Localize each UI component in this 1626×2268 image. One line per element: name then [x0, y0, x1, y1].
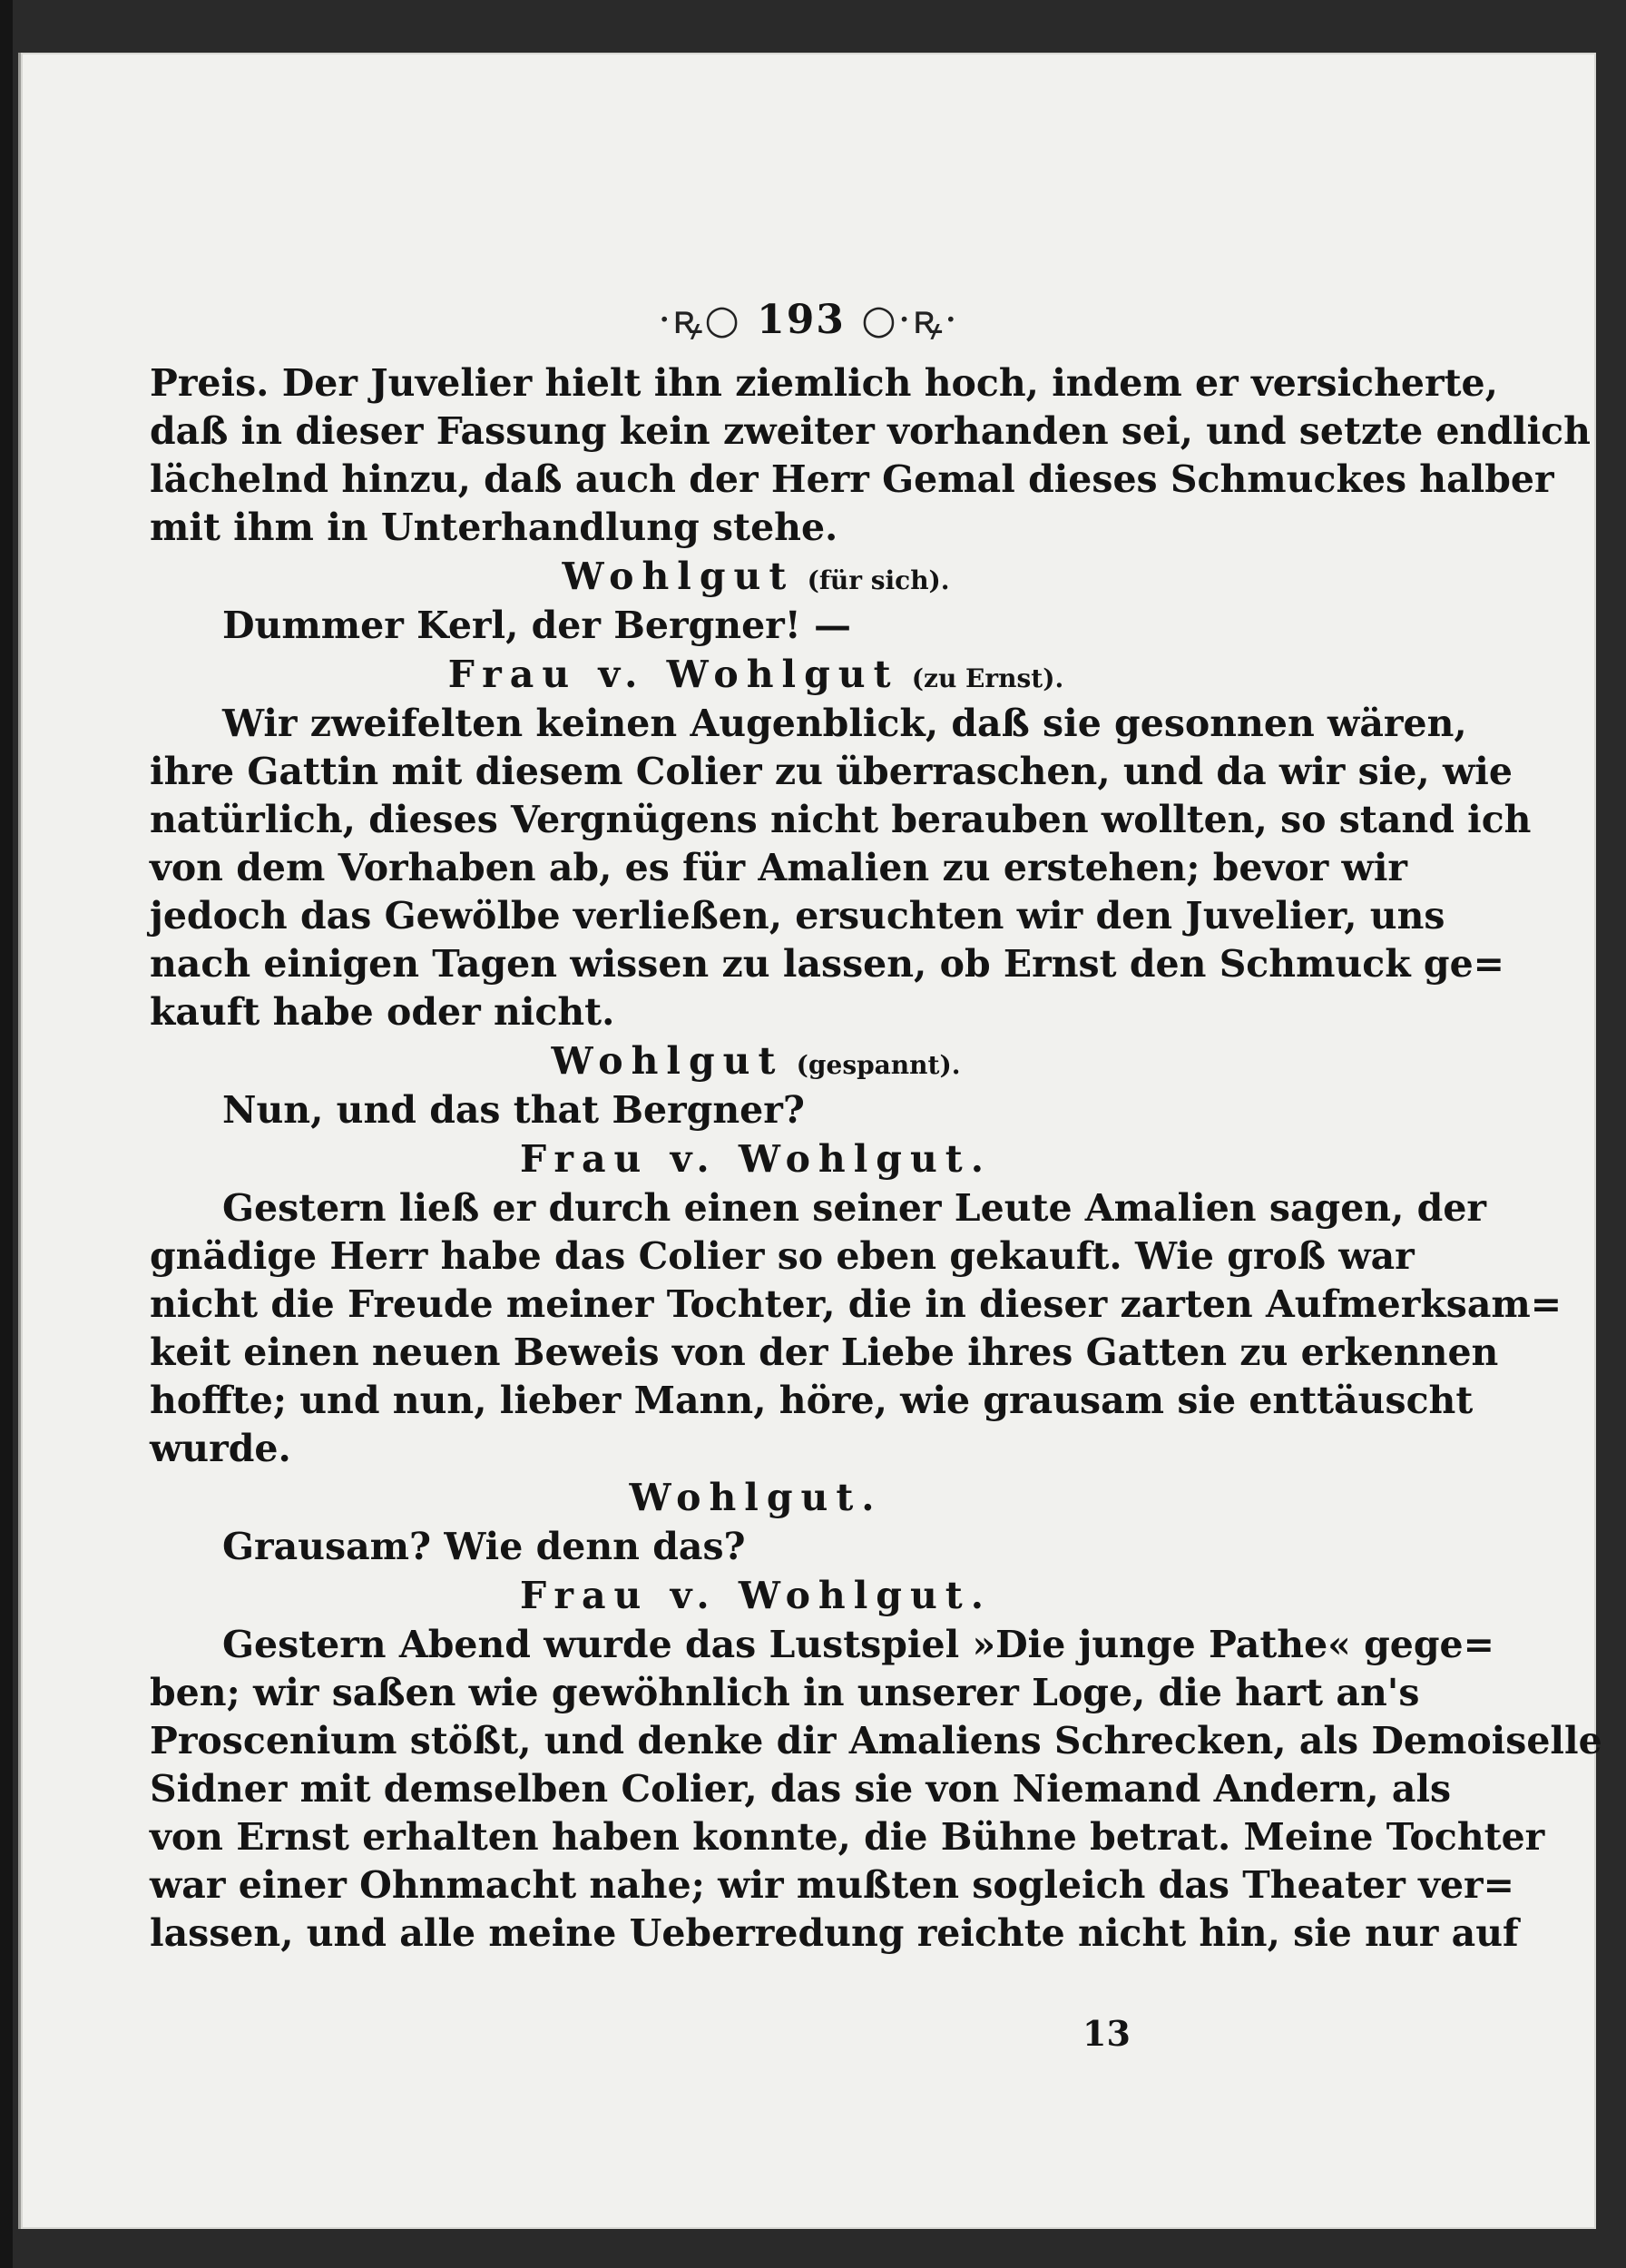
speaker-name: Frau v. Wohlgut. [519, 1137, 992, 1181]
scan-edge [0, 0, 13, 2268]
text-line: Grausam? Wie denn das? [222, 1525, 746, 1568]
stage-direction: (gespannt). [796, 1050, 961, 1080]
text-line: Dummer Kerl, der Bergner! — [222, 604, 852, 647]
text-line: nicht die Freude meiner Tochter, die in dieser zarten Aufmerksam= [150, 1282, 1562, 1326]
stage-direction: (für sich). [807, 565, 950, 595]
speaker-name: Wohlgut. [629, 1476, 883, 1519]
text-line: jedoch das Gewölbe verließen, ersuchten wir den Juvelier, uns [150, 894, 1445, 938]
text-line: von Ernst erhalten haben konnte, die Bühne betrat. Meine Tochter [150, 1815, 1545, 1859]
text-line: lächelnd hinzu, daß auch der Herr Gemal dieses Schmuckes halber [150, 457, 1554, 501]
speaker-name: Wohlgut [562, 555, 795, 598]
text-line: wurde. [150, 1427, 291, 1470]
text-line: lassen, und alle meine Ueberredung reichte nicht hin, sie nur auf [150, 1911, 1519, 1955]
text-line: nach einigen Tagen wissen zu lassen, ob Ernst den Schmuck ge= [150, 942, 1505, 986]
body-text [150, 359, 1602, 1958]
speaker-name: Frau v. Wohlgut [447, 653, 899, 696]
speaker-heading [150, 1571, 1362, 1621]
page-header [21, 290, 1596, 345]
page-number: 193 [757, 297, 846, 343]
header-ornament-right: ○·ꝶ· [861, 297, 959, 343]
text-line: ihre Gattin mit diesem Colier zu überraschen, und da wir sie, wie [150, 750, 1513, 793]
speaker-name: Wohlgut [551, 1039, 784, 1083]
text-line: Wir zweifelten keinen Augenblick, daß sie gesonnen wären, [222, 702, 1467, 745]
text-line: Gestern Abend wurde das Lustspiel »Die junge Pathe« gege= [222, 1623, 1494, 1666]
text-line: mit ihm in Unterhandlung stehe. [150, 506, 838, 549]
text-line: ben; wir saßen wie gewöhnlich in unserer Loge, die hart an's [150, 1671, 1420, 1714]
text-line: keit einen neuen Beweis von der Liebe ihres Gatten zu erkennen [150, 1330, 1499, 1374]
text-line: Nun, und das that Bergner? [222, 1088, 805, 1132]
speaker-heading [150, 552, 1362, 602]
text-line: Preis. Der Juvelier hielt ihn ziemlich hoch, indem er versicherte, [150, 361, 1498, 405]
speaker-heading [150, 1473, 1362, 1523]
text-line: Proscenium stößt, und denke dir Amaliens Schrecken, als Demoiselle [150, 1719, 1602, 1762]
speaker-heading [150, 1036, 1362, 1086]
text-line: daß in dieser Fassung kein zweiter vorhanden sei, und setzte endlich [150, 409, 1591, 453]
text-line: natürlich, dieses Vergnügens nicht berauben wollten, so stand ich [150, 798, 1532, 841]
header-ornament-left: ·ꝶ○ [658, 297, 741, 343]
text-line: war einer Ohnmacht nahe; wir mußten sogleich das Theater ver= [150, 1863, 1515, 1907]
book-page [18, 53, 1602, 2229]
text-line: von dem Vorhaben ab, es für Amalien zu erstehen; bevor wir [150, 846, 1408, 889]
text-line: gnädige Herr habe das Colier so eben gekauft. Wie groß war [150, 1234, 1415, 1278]
speaker-name: Frau v. Wohlgut. [519, 1574, 992, 1617]
signature-mark: 13 [1082, 2013, 1131, 2054]
speaker-heading [150, 1134, 1362, 1184]
text-line: Sidner mit demselben Colier, das sie von Niemand Andern, als [150, 1767, 1452, 1811]
speaker-heading [150, 650, 1362, 700]
text-line: kauft habe oder nicht. [150, 990, 615, 1034]
text-line: hoffte; und nun, lieber Mann, höre, wie grausam sie enttäuscht [150, 1379, 1474, 1422]
text-line: Gestern ließ er durch einen seiner Leute Amalien sagen, der [222, 1186, 1486, 1230]
stage-direction: (zu Ernst). [911, 663, 1064, 693]
